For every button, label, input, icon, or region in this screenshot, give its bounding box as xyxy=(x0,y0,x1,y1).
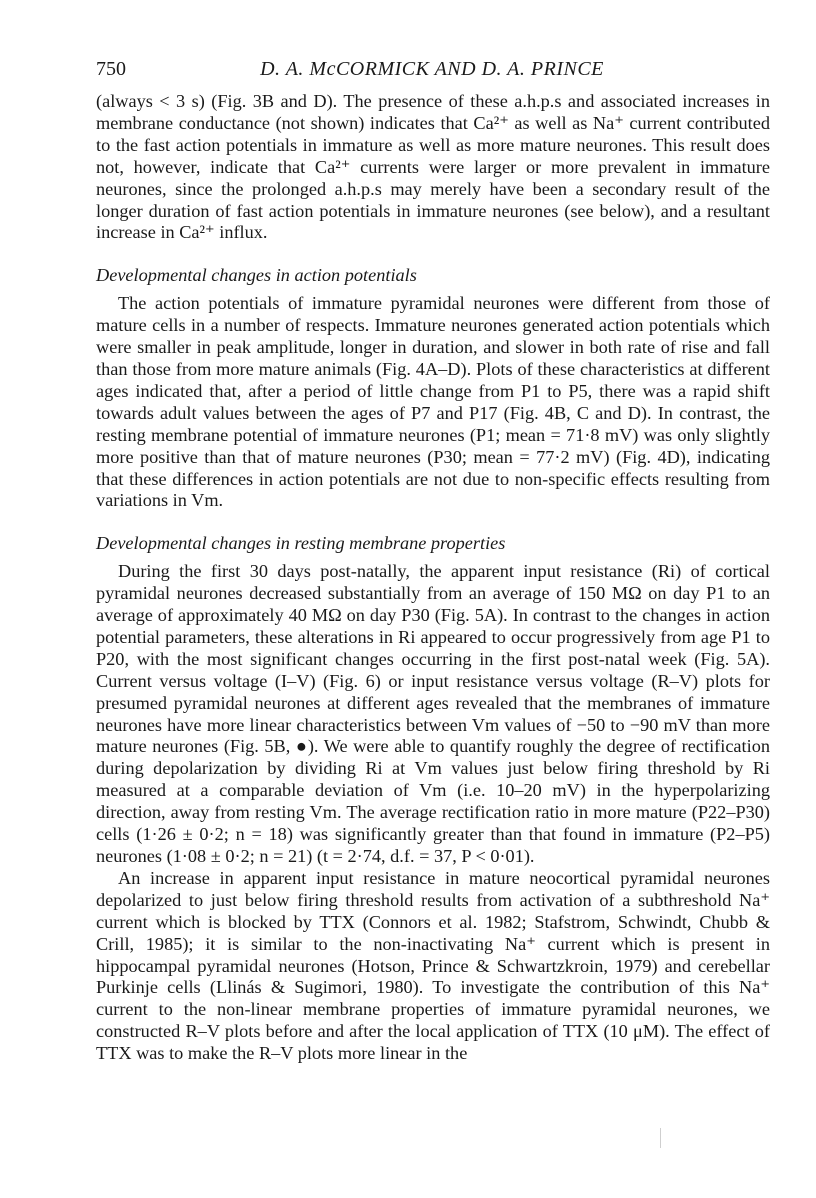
running-head: D. A. McCORMICK AND D. A. PRINCE xyxy=(260,58,604,80)
paragraph: An increase in apparent input resistance in mature neocortical pyramidal neurones depolarized to just below firing threshold results from activation of a subthreshold Na⁺ current which is blocked by TTX (Connors et al. 1982; Stafstrom, Schwindt, Chubb & Crill, 1985); it is similar to the non-inactivating Na⁺ current which is present in hippocampal pyramidal neurones (Hotson, Prince & Schwartzkroin, 1979) and cerebellar Purkinje cells (Llinás & Sugimori, 1980). To investigate the contribution of this Na⁺ current to the non-linear membrane properties of immature pyramidal neurones, we constructed R–V plots before and after the local application of TTX (10 μM). The effect of TTX was to make the R–V plots more linear in the xyxy=(96,867,770,1064)
section-heading: Developmental changes in action potentials xyxy=(96,265,417,286)
page-header xyxy=(96,58,768,86)
paragraph: During the first 30 days post-natally, the apparent input resistance (Ri) of cortical pyramidal neurones decreased substantially from an average of 150 MΩ on day P1 to an average of approximately 40 MΩ on day P30 (Fig. 5A). In contrast to the changes in action potential parameters, these alterations in Ri appeared to occur progressively from age P1 to P20, with the most significant changes occurring in the first post-natal week (Fig. 5A). Current versus voltage (I–V) (Fig. 6) or input resistance versus voltage (R–V) plots for presumed pyramidal neurones at different ages revealed that the membranes of immature neurones have more linear characteristics between Vm values of −50 to −90 mV than more mature neurones (Fig. 5B, ●). We were able to quantify roughly the degree of rectification during depolarization by dividing Ri at Vm values just below firing threshold by Ri measured at a comparable deviation of Vm (i.e. 10–20 mV) in the hyperpolarizing direction, away from resting Vm. The average rectification ratio in more mature (P22–P30) cells (1·26 ± 0·2; n = 18) was significantly greater than that found in immature (P2–P5) neurones (1·08 ± 0·2; n = 21) (t = 2·74, d.f. = 37, P < 0·01). xyxy=(96,561,770,866)
paragraph: The action potentials of immature pyramidal neurones were different from those of mature cells in a number of respects. Immature neurones generated action potentials which were smaller in peak amplitude, longer in duration, and slower in both rate of rise and fall than those from more mature animals (Fig. 4A–D). Plots of these characteristics at different ages indicated that, after a period of little change from P1 to P5, there was a rapid shift towards adult values between the ages of P7 and P17 (Fig. 4B, C and D). In contrast, the resting membrane potential of immature neurones (P1; mean = 71·8 mV) was only slightly more positive than that of mature neurones (P30; mean = 77·2 mV) (Fig. 4D), indicating that these differences in action potentials are not due to non-specific effects resulting from variations in Vm. xyxy=(96,293,770,511)
paragraph: (always < 3 s) (Fig. 3B and D). The presence of these a.h.p.s and associated increases in membrane conductance (not shown) indicates that Ca²⁺ as well as Na⁺ current contributed to the fast action potentials in immature as well as more mature neurones. This result does not, however, indicate that Ca²⁺ currents were larger or more prevalent in immature neurones, since the prolonged a.h.p.s may merely have been a secondary result of the longer duration of fast action potentials in immature neurones (see below), and a resultant increase in Ca²⁺ influx. xyxy=(96,91,770,243)
body-text xyxy=(96,91,770,1065)
page-number: 750 xyxy=(96,58,126,80)
scan-mark xyxy=(660,1128,661,1148)
section-heading: Developmental changes in resting membrane properties xyxy=(96,533,506,554)
